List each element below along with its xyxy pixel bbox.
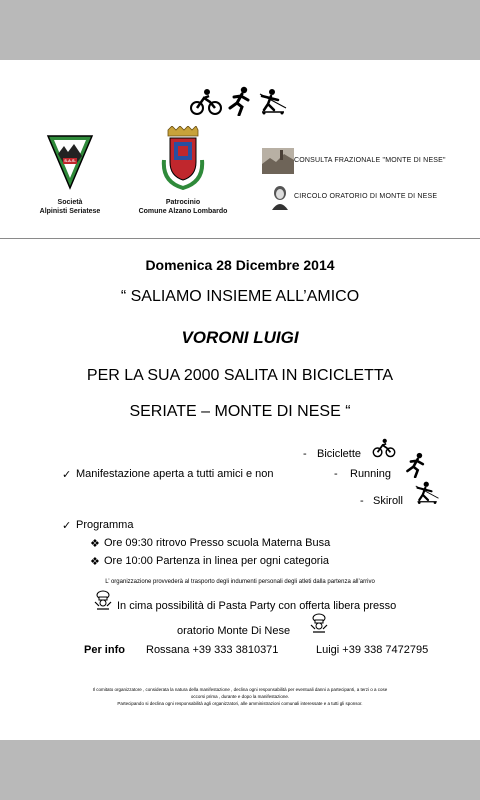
category-dash-run: -	[334, 468, 338, 480]
pasta-party-line1: In cima possibilità di Pasta Party con offerta libera presso	[117, 600, 397, 612]
sas-caption-line1: Società	[57, 199, 83, 206]
program-title: Programma	[76, 519, 134, 531]
category-bike-label: Biciclette	[317, 448, 362, 460]
diamond-bullet-icon: ❖	[90, 538, 100, 550]
checkmark-icon: ✓	[62, 520, 72, 532]
circolo-portrait	[270, 184, 290, 210]
info-label: Per info	[84, 644, 125, 656]
disclaimer	[20, 686, 460, 707]
patrocinio-caption	[128, 198, 238, 216]
consulta-frazionale-label: CONSULTA FRAZIONALE "MONTE DI NESE"	[294, 157, 446, 164]
category-dash-ski: -	[360, 495, 364, 507]
circolo-oratorio-label: CIRCOLO ORATORIO DI MONTE DI NESE	[294, 193, 438, 200]
sas-caption-line2: Alpinisti Seriatese	[39, 208, 101, 215]
sas-logo	[46, 134, 94, 190]
event-subtitle: PER LA SUA 2000 SALITA IN BICICLETTA	[86, 367, 394, 384]
category-ski-label: Skiroll	[373, 495, 403, 507]
patrocinio-caption-line2: Comune Alzano Lombardo	[138, 208, 228, 215]
patrocinio-caption-line1: Patrocinio	[165, 199, 201, 206]
contact-luigi: Luigi +39 338 7472795	[316, 644, 429, 656]
bottom-gray-bar	[0, 740, 480, 800]
disclaimer-line2: occorsi prima , durante e dopo la manifestazione.	[190, 694, 290, 699]
skiroll-icon	[258, 88, 290, 116]
sas-logo-text: S.A.S.	[64, 158, 76, 163]
category-run-label: Running	[350, 468, 391, 480]
skiroll-icon	[414, 480, 442, 506]
disclaimer-line3: Partecipando si declina ogni responsabilità agli organizzatori, alle amministrazioni comunali interessate e a tutti gli sponsor.	[117, 701, 363, 706]
chef-icon	[92, 590, 114, 610]
pasta-party-line2: oratorio Monte Di Nese	[177, 625, 291, 637]
monte-di-nese-photo	[262, 148, 294, 174]
category-dash-bike: -	[303, 448, 307, 460]
alzano-crest	[158, 126, 208, 190]
event-headline: “ SALIAMO INSIEME ALL’AMICO	[120, 288, 360, 305]
contact-rossana: Rossana +39 333 3810371	[146, 644, 279, 656]
cyclist-icon	[372, 438, 396, 458]
top-gray-bar	[0, 0, 480, 60]
transport-note: L’ organizzazione provvederà al trasporto degli indumenti personali degli atleti dalla partenza all’arrivo	[105, 579, 375, 585]
flyer-page	[0, 60, 480, 740]
program-item-1: Ore 09:30 ritrovo Presso scuola Materna Busa	[104, 537, 331, 549]
diamond-bullet-icon: ❖	[90, 556, 100, 568]
sas-caption	[30, 198, 110, 216]
open-event-text: Manifestazione aperta a tutti amici e non	[76, 468, 274, 480]
runner-icon	[226, 86, 254, 116]
chef-icon	[308, 613, 330, 633]
event-date: Domenica 28 Dicembre 2014	[145, 257, 335, 273]
checkmark-icon: ✓	[62, 469, 72, 481]
disclaimer-line1: Il comitato organizzatore , considerata la natura della manifestazione , declina ogni responsabilità per eventuali danni a partecipanti, a terzi o a cose	[92, 687, 388, 692]
event-route: SERIATE – MONTE DI NESE “	[129, 403, 351, 420]
cyclist-icon	[190, 88, 222, 116]
honoree-name: VORONI LUIGI	[181, 328, 299, 347]
runner-icon	[404, 452, 428, 478]
header-divider	[0, 238, 480, 239]
program-item-2: Ore 10:00 Partenza in linea per ogni categoria	[104, 555, 330, 567]
